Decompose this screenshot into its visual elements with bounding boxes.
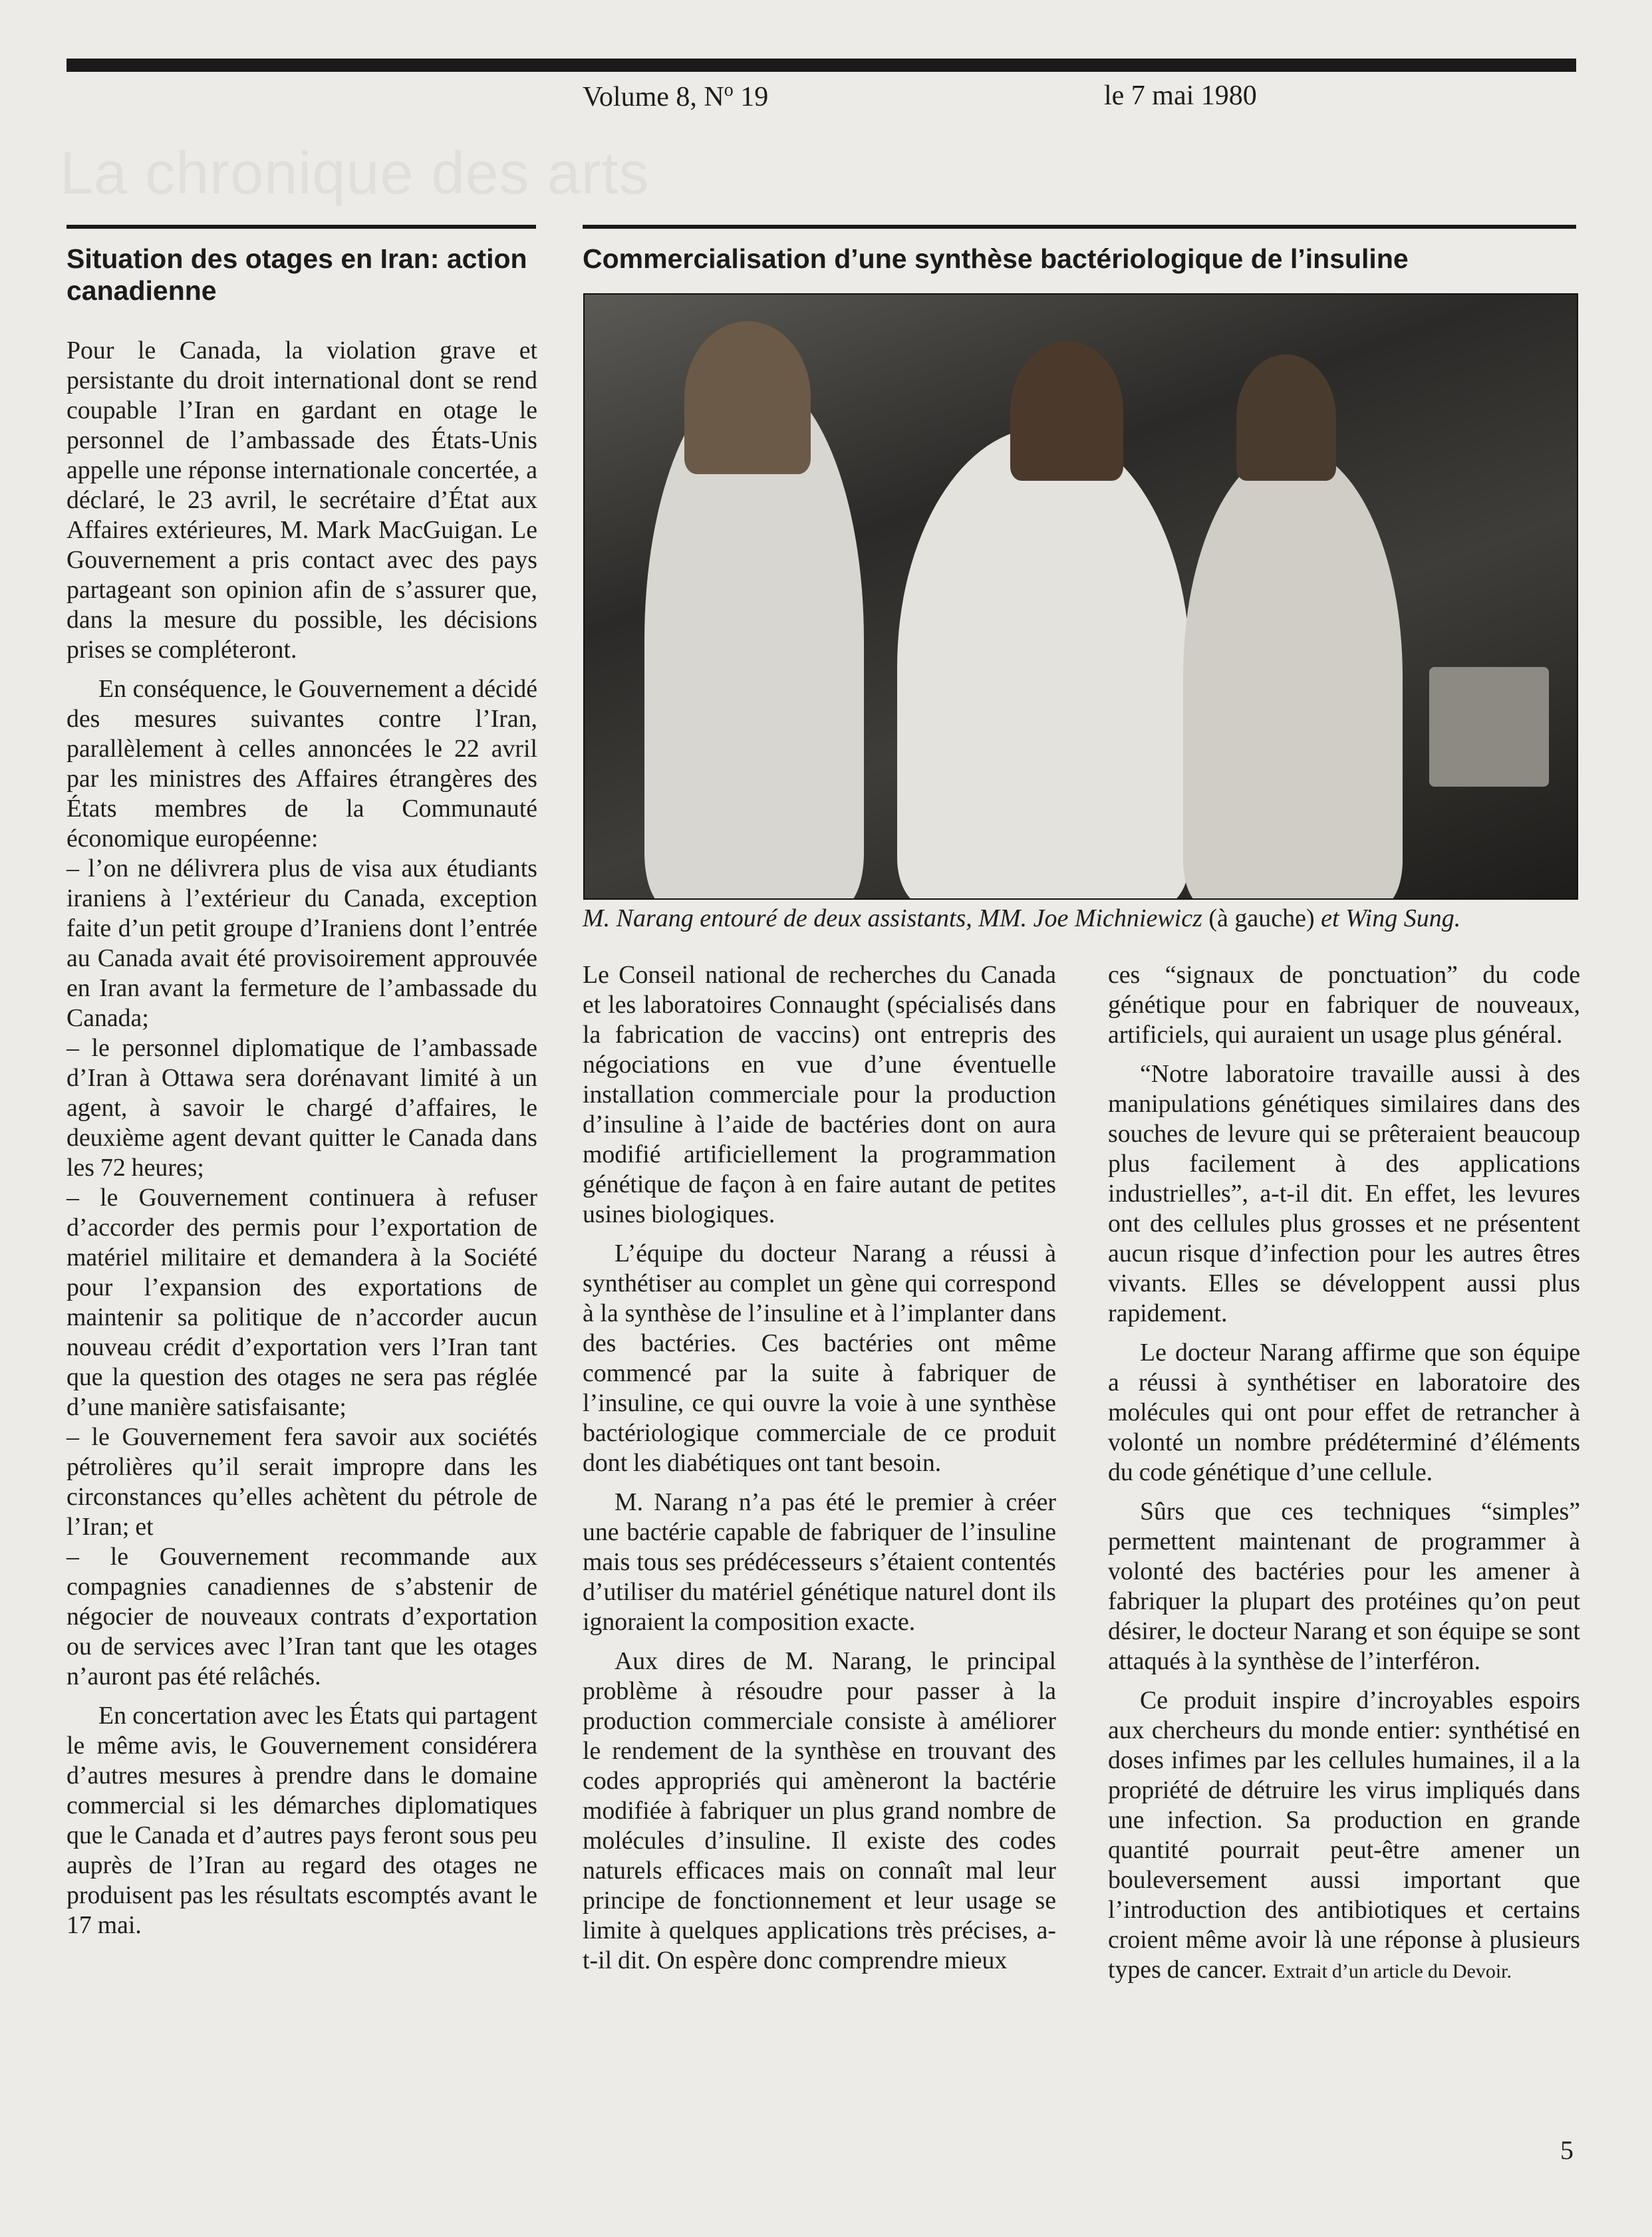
photo-figure-center bbox=[897, 428, 1190, 900]
right-article-column-2 bbox=[1108, 960, 1580, 1996]
page-number: 5 bbox=[1560, 2135, 1574, 2165]
caption-names-end: et Wing Sung. bbox=[1321, 904, 1461, 932]
top-rule bbox=[67, 59, 1576, 72]
caption-names: M. Narang entouré de deux assistants, MM. Joe Michniewicz bbox=[583, 904, 1202, 932]
photo-figure-right bbox=[1183, 448, 1403, 900]
right-paragraph: ces “signaux de ponctuation” du code génétique pour en fabriquer de nouveaux, artificiels, qui auraient un usage plus général. bbox=[1108, 961, 1580, 1049]
article-source: Extrait d’un article du Devoir. bbox=[1273, 1960, 1512, 1982]
right-paragraph-last bbox=[1108, 1686, 1580, 1986]
photo-head-right bbox=[1236, 354, 1336, 481]
left-article-headline: Situation des otages en Iran: action canadienne bbox=[67, 243, 527, 306]
photo-caption bbox=[583, 903, 1580, 934]
right-section-rule bbox=[583, 225, 1576, 229]
left-list-item: – le Gouvernement continuera à refuser d’accorder des permis pour l’exportation de matériel militaire et demandera à la Société pour l’expansion des exportations de maintenir sa politique de n’accorder aucun nouveau crédit d’exportation vers l’Iran tant que la question des otages ne sera pas réglée d’une manière satisfaisante; bbox=[67, 1184, 537, 1421]
left-article-body bbox=[67, 336, 537, 1950]
right-paragraph: Aux dires de M. Narang, le principal problème à résoudre pour passer à la production commerciale consiste à améliorer le rendement de la synthèse en trouvant des codes appropriés qui amèneront la bactérie modifiée à fabriquer un plus grand nombre de molécules d’insuline. Il existe des codes naturels efficaces mais on connaît mal leur principe de fonctionnement et leur usage se limite à quelques applications très précises, a-t-il dit. On espère donc comprendre mieux bbox=[583, 1647, 1056, 1974]
left-closing-paragraph: En concertation avec les États qui partagent le même avis, le Gouvernement considérera d’autres mesures à prendre dans le domaine commercial si les démarches diplomatiques que le Canada et d’autres pays feront sous peu auprès de l’Iran au regard des otages ne produisent pas les résultats escomptés avant le 17 mai. bbox=[67, 1702, 537, 1939]
photo-head-center bbox=[1010, 341, 1123, 481]
left-paragraph: Pour le Canada, la violation grave et persistante du droit international dont se rend coupable l’Iran en gardant en otage le personnel de l’ambassade des États-Unis appelle une réponse internationale concertée, a déclaré, le 23 avril, le secrétaire d’État aux Affaires extérieures, M. Mark MacGuigan. Le Gouvernement a pris contact avec des pays partageant son opinion afin de s’assurer que, dans la mesure du possible, les décisions prises se compléteront. bbox=[67, 336, 537, 664]
right-article-column-1 bbox=[583, 960, 1056, 1985]
right-paragraph: Le docteur Narang affirme que son équipe a réussi à synthétiser en laboratoire des molécules qui ont pour effet de retrancher à volonté un nombre prédéterminé d’éléments du code génétique d’une cellule. bbox=[1108, 1339, 1580, 1486]
issue-date: le 7 mai 1980 bbox=[1104, 80, 1257, 111]
issue-volume bbox=[583, 80, 768, 113]
photo-glassware bbox=[1429, 667, 1549, 787]
left-paragraph: En conséquence, le Gouvernement a décidé des mesures suivantes contre l’Iran, parallèlement à celles annoncées le 22 avril par les ministres des Affaires étrangères des États membres de la Communauté économique européenne: bbox=[67, 675, 537, 853]
right-paragraph: “Notre laboratoire travaille aussi à des manipulations génétiques similaires dans des souches de levure qui se prêteraient beaucoup plus facilement à des applications industrielles”, a-t-il dit. En effet, les levures ont des cellules plus grosses et ne présentent aucun risque d’infection pour les autres êtres vivants. Elles se développent aussi plus rapidement. bbox=[1108, 1060, 1580, 1327]
background-heading: La chronique des arts bbox=[60, 140, 650, 207]
article-photo bbox=[583, 293, 1578, 900]
right-article-headline: Commercialisation d’une synthèse bactériologique de l’insuline bbox=[583, 243, 1409, 274]
left-list-item: – le Gouvernement recommande aux compagnies canadiennes de s’abstenir de négocier de nouveaux contrats d’exportation ou de services avec l’Iran tant que les otages n’auront pas été relâchés. bbox=[67, 1543, 537, 1690]
caption-position: (à gauche) bbox=[1202, 904, 1321, 932]
right-paragraph: M. Narang n’a pas été le premier à créer une bactérie capable de fabriquer de l’insuline mais tous ses prédécesseurs s’étaient contentés d’utiliser du matériel génétique naturel dont ils ignoraient la composition exacte. bbox=[583, 1488, 1056, 1636]
volume-number: 19 bbox=[733, 82, 769, 112]
right-paragraph: Sûrs que ces techniques “simples” permettent maintenant de programmer à volonté des bactéries pour les amener à fabriquer la plupart des protéines qu’on peut désirer, le docteur Narang et son équipe se sont attaqués à la synthèse de l’interféron. bbox=[1108, 1498, 1580, 1675]
right-paragraph: L’équipe du docteur Narang a réussi à synthétiser au complet un gène qui correspond à la synthèse de l’insuline et à l’implanter dans des bactéries. Ces bactéries ont même commencé par la suite à fabriquer de l’insuline, ce qui ouvre la voie à une synthèse bactériologique commerciale de ce produit dont les diabétiques ont tant besoin. bbox=[583, 1240, 1056, 1477]
left-list-item: – le Gouvernement fera savoir aux sociétés pétrolières qu’il serait impropre dans les circonstances qu’elles achètent du pétrole de l’Iran; et bbox=[67, 1423, 537, 1541]
right-paragraph-text: Ce produit inspire d’incroyables espoirs aux chercheurs du monde entier: synthétisé en doses infimes par les cellules humaines, il a la propriété de détruire les virus impliqués dans une infection. Sa production en grande quantité pourrait peut-être amener un bouleversement aussi important que l’introduction des antibiotiques et certains croient même avoir là une réponse à plusieurs types de cancer. bbox=[1108, 1686, 1580, 1984]
left-list-item: – le personnel diplomatique de l’ambassade d’Iran à Ottawa sera dorénavant limité à un agent, à savoir le chargé d’affaires, le deuxième agent devant quitter le Canada dans les 72 heures; bbox=[67, 1034, 537, 1182]
right-paragraph: Le Conseil national de recherches du Canada et les laboratoires Connaught (spécialisés dans la fabrication de vaccins) ont entrepris des négociations en vue d’une éventuelle installation commerciale pour la production d’insuline à l’aide de bactéries dont on aura modifié artificiellement la programmation génétique de façon à en faire autant de petites usines biologiques. bbox=[583, 961, 1056, 1228]
photo-head-left bbox=[684, 321, 811, 474]
left-section-rule bbox=[67, 225, 536, 229]
left-list-item: – l’on ne délivrera plus de visa aux étudiants iraniens à l’extérieur du Canada, exception faite d’un petit groupe d’Iraniens dont l’entrée au Canada avait été provisoirement approuvée en Iran avant la fermeture de l’ambassade du Canada; bbox=[67, 855, 537, 1032]
volume-superscript: o bbox=[724, 80, 734, 100]
volume-label: Volume 8, N bbox=[583, 82, 724, 112]
